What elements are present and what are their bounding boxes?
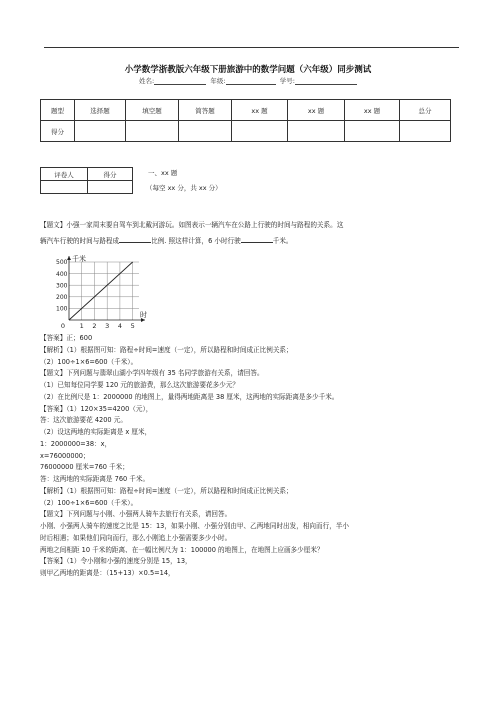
text-line: 两地之间相距 10 千米的距离、在一幅比例尺为 1：100000 的地图上，在地图上应画多少厘米？ [40, 545, 324, 554]
x-tick-label: 5 [130, 322, 135, 330]
score-cell[interactable] [345, 121, 400, 142]
text-line: 【解析】（1）根据图可知：路程÷时间=速度（一定），所以路程和时间成正比例关系； [40, 345, 293, 354]
y-tick-label: 200 [56, 294, 68, 301]
text-line: 【答案】正；600 [40, 334, 93, 342]
score-cell[interactable] [179, 121, 232, 142]
x-tick-label: 2 [92, 322, 97, 330]
id-blank[interactable] [295, 77, 357, 85]
page-title: 小学数学浙教版六年级下册旅游中的数学问题（六年级）同步测试 [124, 65, 372, 75]
text-line: 答：这次旅游要花 4200 元。 [40, 416, 127, 425]
text-line: 答：这两地的实际距离是 760 千米。 [40, 475, 150, 483]
question-line: 【题文】小强一家周末要自驾车到北戴河游玩。如图表示一辆汽车在公路上行驶的时间与路程的关系。这 [40, 221, 344, 229]
text-line: 【答案】（1）120×35=4200（元）， [40, 404, 153, 413]
text-line: 则甲乙两地的距离是：（15+13）×0.5=14， [40, 569, 175, 577]
name-blank[interactable] [154, 77, 206, 85]
text-segment: 辆汽车行驶的时间与路程成 [40, 237, 120, 245]
score-header-cell: 简答题 [179, 100, 232, 121]
y-axis-label: 千米 [72, 255, 86, 263]
score-header-cell: 选择题 [75, 100, 126, 121]
grader-header-cell: 评卷人 [41, 168, 88, 181]
score-header-cell: xx 题 [345, 100, 400, 121]
grade-blank[interactable] [226, 77, 276, 85]
grader-table [40, 167, 133, 194]
text-line: （2）100÷1×6=600（千米）。 [40, 357, 138, 366]
text-line: 小刚、小强两人骑车的速度之比是 15：13，如果小刚、小强分别由甲、乙两地同时出发，相向而行，半小 [40, 522, 349, 530]
header-rule [44, 47, 459, 48]
score-header-cell: 题型 [41, 100, 75, 121]
text-line: 【答案】（1）令小刚和小强的速度分别是 15，13， [40, 557, 192, 566]
text-line: （1）已知每位同学要 120 元的旅游费，那么这次旅游要花多少元？ [40, 381, 240, 389]
chart-tick-labels [56, 259, 135, 330]
grader-header-cell: 得分 [88, 168, 133, 181]
grade-label: 年级: [210, 77, 226, 85]
x-tick-label: 0 [60, 322, 66, 330]
text-line: 1：2000000=38：x， [40, 439, 112, 448]
score-cell[interactable] [232, 121, 288, 142]
chart-series [69, 262, 133, 320]
score-header-cell: 总分 [400, 100, 451, 121]
score-table-header-row [41, 100, 451, 121]
student-info [0, 76, 496, 85]
answer-blank[interactable] [119, 235, 151, 243]
text-segment: 千米。 [272, 237, 293, 245]
y-tick-label: 400 [56, 270, 68, 278]
grader-cell[interactable] [41, 181, 88, 194]
y-tick-label: 300 [56, 282, 68, 290]
question-line [40, 235, 460, 247]
score-header-cell: xx 题 [288, 100, 345, 121]
text-segment: 比例. 照这样计算，6 小时行驶 [151, 237, 241, 245]
score-cell[interactable] [75, 121, 126, 142]
score-cell[interactable] [288, 121, 345, 142]
text-line: 【解析】（1）根据图可知：路程÷时间=速度（一定），所以路程和时间成正比例关系； [40, 486, 293, 495]
text-line: 【题文】下列问题与小刚、小强两人骑车去旅行有关系，请回答。 [40, 510, 232, 519]
score-row-label: 得分 [41, 121, 75, 142]
score-table [40, 99, 451, 142]
y-tick-label: 100 [56, 305, 68, 313]
chart-grid [69, 262, 139, 320]
id-label: 学号: [279, 77, 295, 85]
score-header-cell: 填空题 [126, 100, 179, 121]
x-axis-label: 时 [140, 311, 147, 319]
x-tick-label: 1 [79, 322, 84, 330]
x-tick-label: 3 [105, 322, 110, 330]
name-label: 姓名: [139, 77, 155, 85]
score-cell[interactable] [126, 121, 179, 142]
x-tick-label: 4 [117, 322, 122, 330]
answer-blank[interactable] [241, 235, 273, 243]
text-line: 【题文】下列问题与翡翠山湖小学四年级有 35 名同学旅游有关系，请回答。 [40, 369, 264, 378]
series-line [69, 262, 133, 320]
score-table-score-row [41, 121, 451, 142]
text-line: （2）100÷1×6=600（千米）。 [40, 498, 138, 507]
y-axis-arrow [67, 256, 71, 260]
y-tick-label: 500 [56, 259, 68, 267]
section-title: 一、xx 题 [148, 169, 178, 177]
text-line: （2）在比例尺是 1：2000000 的地图上，量得两地距离是 38 厘米，这两地的实际距离是多少千米。 [40, 392, 339, 401]
text-line: x=76000000； [40, 451, 90, 460]
text-line: 时后相遇；如果他们同向而行，那么小刚追上小强需要多少小时。 [40, 533, 232, 542]
score-cell[interactable] [400, 121, 451, 142]
distance-time-chart [58, 253, 178, 329]
grader-cell[interactable] [88, 181, 133, 194]
text-line: （2）设这两地的实际距离是 x 厘米， [40, 428, 152, 436]
text-line: 76000000 厘米=760 千米； [40, 463, 129, 472]
chart-axes [67, 256, 145, 322]
score-header-cell: xx 题 [232, 100, 288, 121]
section-note: （每空 xx 分，共 xx 分） [146, 184, 222, 192]
